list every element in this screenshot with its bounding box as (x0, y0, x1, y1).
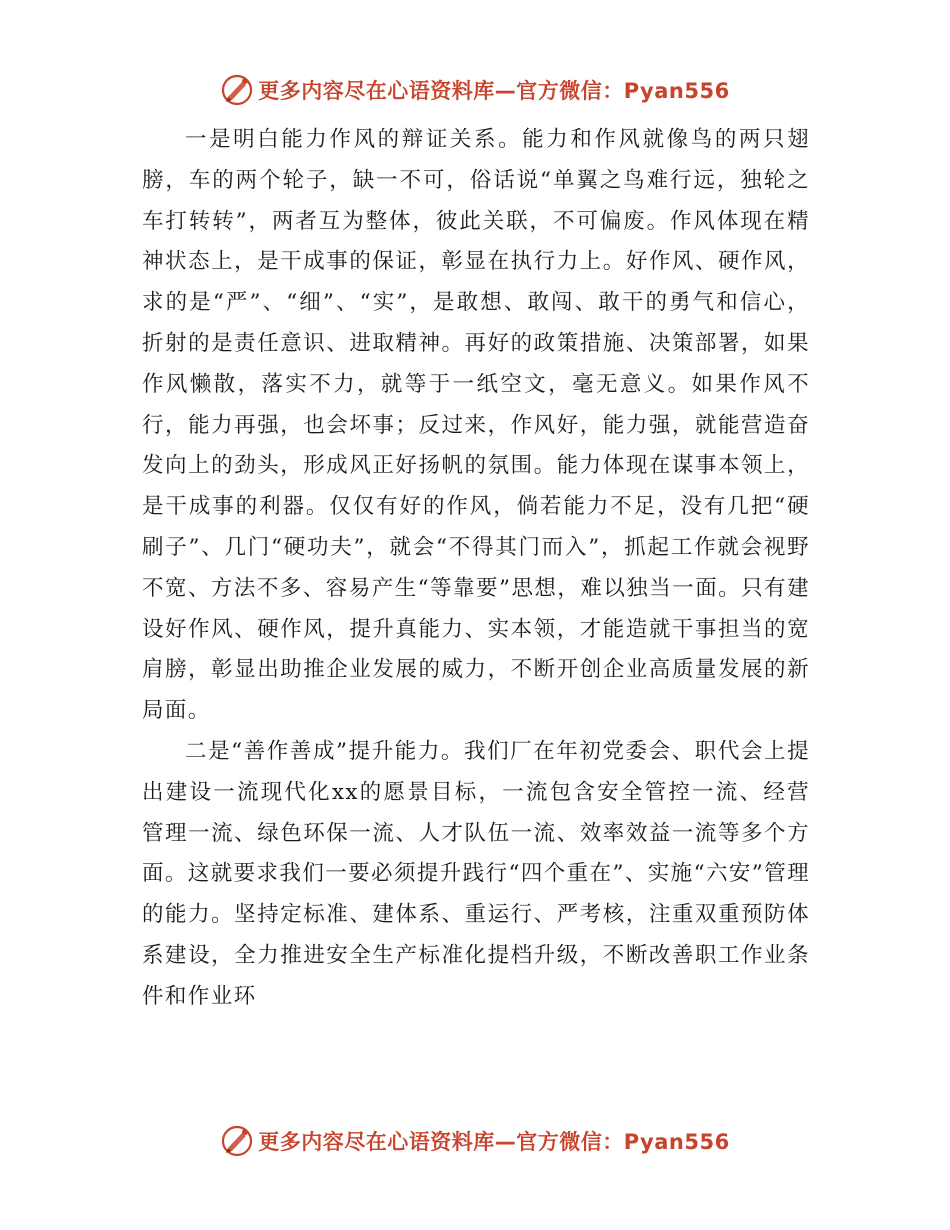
pen-logo-icon (220, 73, 254, 107)
paragraph-1: 一是明白能力作风的辩证关系。能力和作风就像鸟的两只翅膀，车的两个轮子，缺一不可，俗话说“单翼之鸟难行远，独轮之车打转转”，两者互为整体，彼此关联，不可偏废。作风体现在精神状态上，是干成事的保证，彰显在执行力上。好作风、硬作风，求的是“严”、“细”、“实”，是敢想、敢闯、敢干的勇气和信心，折射的是责任意识、进取精神。再好的政策措施、决策部署，如果作风懒散，落实不力，就等于一纸空文，毫无意义。如果作风不行，能力再强，也会坏事；反过来，作风好，能力强，就能营造奋发向上的劲头，形成风正好扬帆的氛围。能力体现在谋事本领上，是干成事的利器。仅仅有好的作风，倘若能力不足，没有几把“硬刷子”、几门“硬功夫”，就会“不得其门而入”，抓起工作就会视野不宽、方法不多、容易产生“等靠要”思想，难以独当一面。只有建设好作风、硬作风，提升真能力、实本领，才能造就干事担当的宽肩膀，彰显出助推企业发展的威力，不断开创企业高质量发展的新局面。 (142, 127, 810, 724)
footer-banner-text: 更多内容尽在心语资料库—官方微信：Pyan556 (258, 1130, 730, 1154)
pen-logo-icon (220, 1124, 254, 1158)
header-banner-text: 更多内容尽在心语资料库—官方微信：Pyan556 (258, 79, 730, 103)
body-content (142, 120, 810, 1018)
paragraph-2: 二是“善作善成”提升能力。我们厂在年初党委会、职代会上提出建设一流现代化xx的愿景目标，一流包含安全管控一流、经营管理一流、绿色环保一流、人才队伍一流、效率效益一流等多个方面。这就要求我们一要必须提升践行“四个重在”、实施“六安”管理的能力。坚持定标准、建体系、重运行、严考核，注重双重预防体系建设，全力推进安全生产标准化提档升级，不断改善职工作业条件和作业环 (142, 738, 810, 1009)
footer-banner (0, 1121, 950, 1161)
header-banner (0, 70, 950, 110)
